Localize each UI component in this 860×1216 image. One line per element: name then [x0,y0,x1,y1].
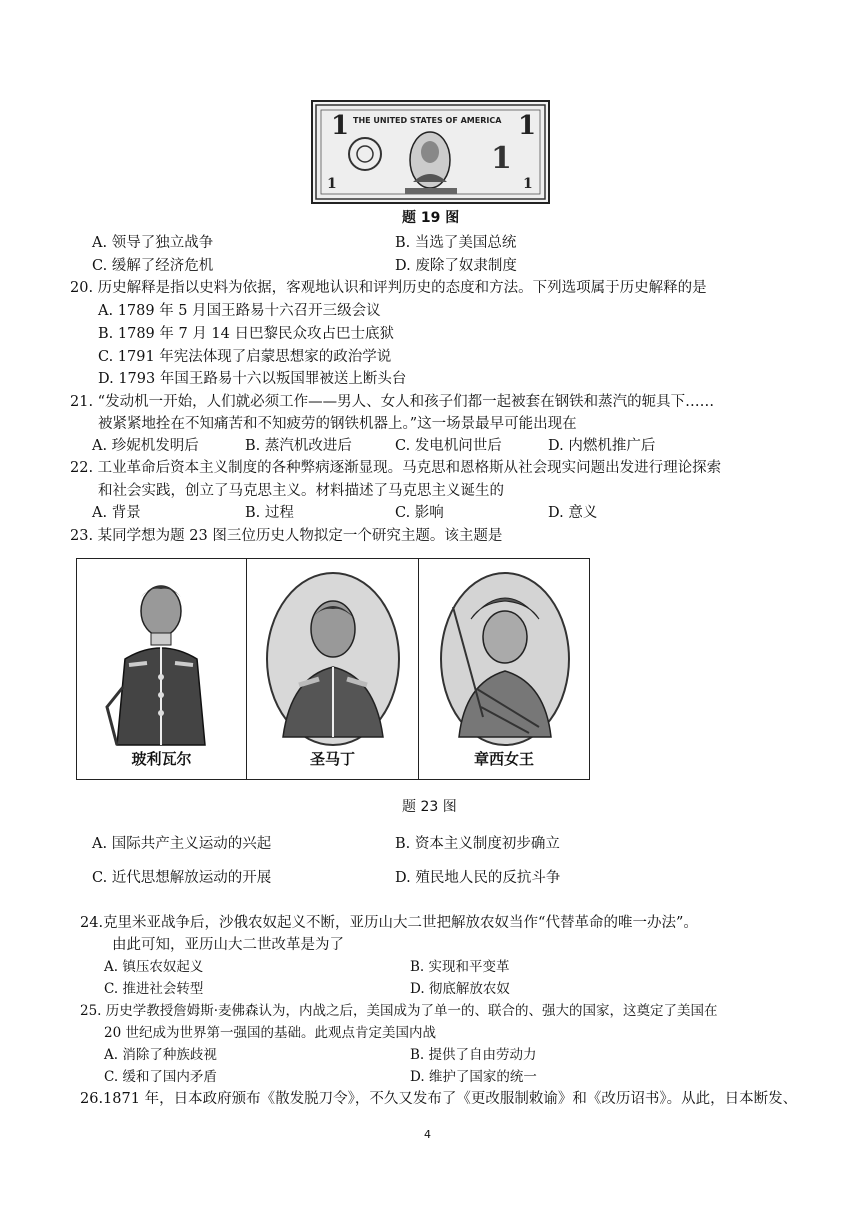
q24-option-d: D. 彻底解放农奴 [410,981,510,997]
q25-option-b: B. 提供了自由劳动力 [410,1047,537,1063]
q22-stem-line1: 22. 工业革命后资本主义制度的各种弊病逐渐显现。马克思和恩格斯从社会现实问题出发进行理论探索 [70,460,722,476]
q22-option-b: B. 过程 [245,505,294,521]
q19-option-c: C. 缓解了经济危机 [92,258,214,274]
svg-text:1: 1 [518,111,537,141]
q25-option-d: D. 维护了国家的统一 [410,1069,537,1085]
rani-jhansi-figure [419,567,589,747]
portrait-san-martin-label: 圣马丁 [309,750,355,768]
q20-option-d: D. 1793 年国王路易十六以叛国罪被送上断头台 [98,371,407,387]
dollar-bill-image [311,100,550,204]
q22-option-d: D. 意义 [548,505,598,521]
q24-option-b: B. 实现和平变革 [410,959,510,975]
san-martin-figure [247,567,417,747]
q20-option-a: A. 1789 年 5 月国王路易十六召开三级会议 [98,303,381,319]
q19-option-a: A. 领导了独立战争 [92,235,214,251]
q22-option-a: A. 背景 [92,505,141,521]
q23-option-a: A. 国际共产主义运动的兴起 [92,836,272,852]
dollar-bill-heading: THE UNITED STATES OF AMERICA [353,116,502,125]
q21-option-d: D. 内燃机推广后 [548,438,656,454]
q23-option-c: C. 近代思想解放运动的开展 [92,870,272,886]
portrait-rani-jhansi-label: 章西女王 [473,750,534,768]
portrait-bolivar [76,558,247,780]
q20-stem: 20. 历史解释是指以史料为依据，客观地认识和评判历史的态度和方法。下列选项属于历史解释的是 [70,280,707,296]
svg-text:1: 1 [327,176,337,192]
q24-stem-line1: 24.克里米亚战争后，沙俄农奴起义不断，亚历山大二世把解放农奴当作“代替革命的唯一办法”。 [80,915,698,931]
q21-option-a: A. 珍妮机发明后 [92,438,199,454]
q25-stem-line1: 25. 历史学教授詹姆斯·麦佛森认为，内战之后，美国成为了单一的、联合的、强大的国家，这奠定了美国在 [80,1003,718,1019]
q22-stem-line2: 和社会实践，创立了马克思主义。材料描述了马克思主义诞生的 [98,483,504,499]
portrait-rani-jhansi [418,558,590,780]
q23-option-b: B. 资本主义制度初步确立 [395,836,560,852]
q19-option-b: B. 当选了美国总统 [395,235,517,251]
q19-option-d: D. 废除了奴隶制度 [395,258,517,274]
svg-text:1: 1 [523,176,533,192]
portrait-bolivar-label: 玻利瓦尔 [131,750,192,768]
q23-option-d: D. 殖民地人民的反抗斗争 [395,870,561,886]
q24-option-c: C. 推进社会转型 [104,981,204,997]
q21-option-b: B. 蒸汽机改进后 [245,438,352,454]
q26-stem: 26.1871 年，日本政府颁布《散发脱刀令》，不久又发布了《更改服制敕谕》和《改历诏书》。从此，日本断发、 [80,1091,798,1107]
q20-option-b: B. 1789 年 7 月 14 日巴黎民众攻占巴士底狱 [98,326,394,342]
q21-stem-line2: 被紧紧地拴在不知痛苦和不知疲劳的钢铁机器上。”这一场景最早可能出现在 [98,416,577,432]
q25-option-c: C. 缓和了国内矛盾 [104,1069,217,1085]
q21-stem-line1: 21. “发动机一开始，人们就必须工作——男人、女人和孩子们都一起被套在钢铁和蒸汽的轭具下…… [70,394,715,410]
svg-text:1: 1 [491,141,512,176]
q23-stem: 23. 某同学想为题 23 图三位历史人物拟定一个研究主题。该主题是 [70,528,503,544]
q21-option-c: C. 发电机问世后 [395,438,502,454]
portrait-san-martin [246,558,419,780]
q25-option-a: A. 消除了种族歧视 [104,1047,217,1063]
q20-option-c: C. 1791 年宪法体现了启蒙思想家的政治学说 [98,349,392,365]
q25-stem-line2: 20 世纪成为世界第一强国的基础。此观点肯定美国内战 [104,1025,436,1041]
q22-option-c: C. 影响 [395,505,444,521]
q24-stem-line2: 由此可知，亚历山大二世改革是为了 [112,937,344,953]
page-number: 4 [424,1128,431,1141]
figure-23-caption: 题 23 图 [402,799,457,815]
q24-option-a: A. 镇压农奴起义 [104,959,204,975]
svg-text:1: 1 [331,111,350,141]
figure-19-caption: 题 19 图 [402,210,460,226]
bolivar-figure [77,567,245,747]
